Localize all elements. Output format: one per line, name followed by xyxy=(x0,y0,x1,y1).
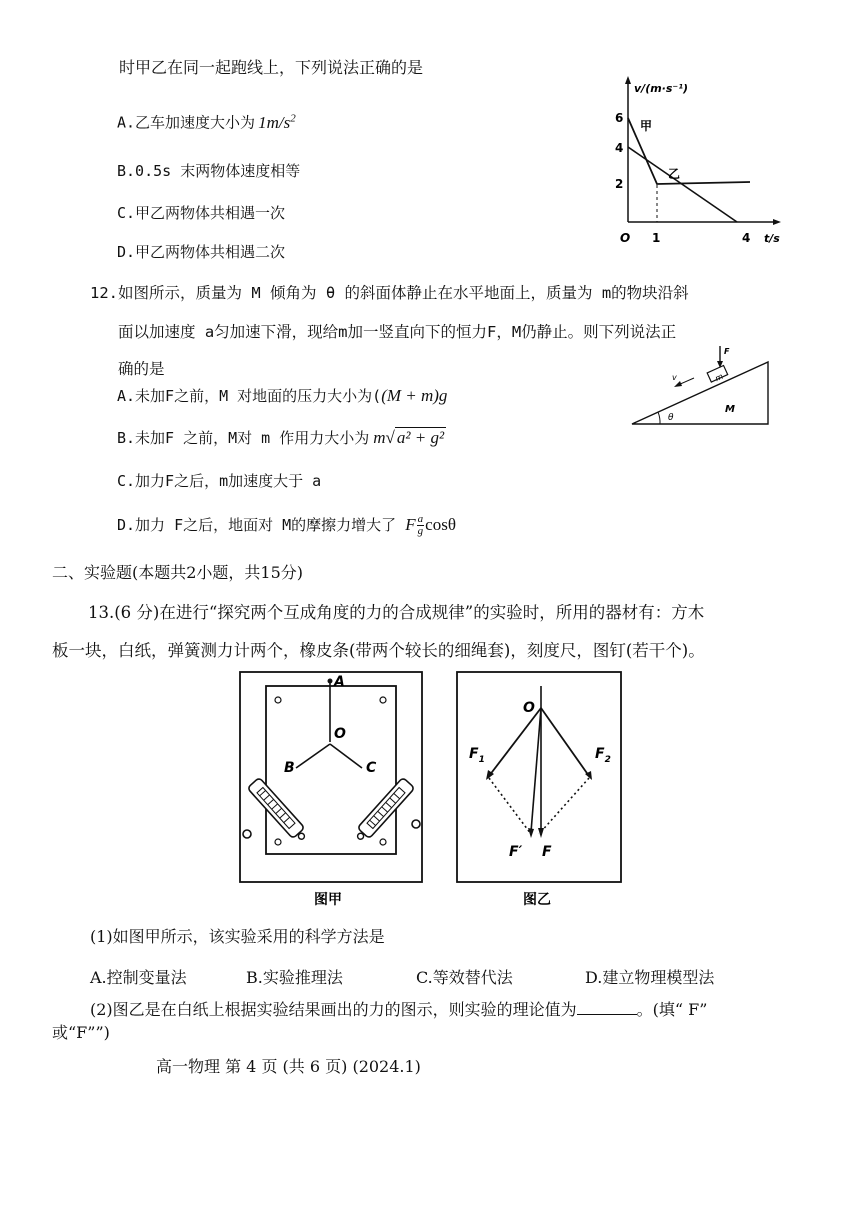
section2-heading: 二、实验题(本题共2小题，共15分) xyxy=(52,563,304,582)
jia-pin-bl xyxy=(275,839,281,845)
q12-incline-figure xyxy=(630,340,780,430)
jia-caption: 图甲 xyxy=(314,892,342,908)
q11-line-yi xyxy=(628,147,737,222)
yi-dotted-right xyxy=(539,778,589,834)
q12-theta-label: θ xyxy=(668,413,674,423)
yi-paper xyxy=(457,672,621,882)
q11-xlabel: t/s xyxy=(764,232,780,245)
yi-Fprime-arrow xyxy=(531,708,541,832)
q13-line2: 板一块，白纸，弹簧测力计两个，橡皮条(带两个较长的细绳套)，刻度尺，图钉(若干个)。 xyxy=(52,641,705,660)
yi-F2-arrow xyxy=(541,708,589,776)
q12-v-label: v xyxy=(672,373,677,382)
q13-sub1-option-c: C.等效替代法 xyxy=(416,968,513,987)
q13-sub2 xyxy=(90,1000,707,1020)
q11-ylabel: v/(m·s⁻¹) xyxy=(634,82,689,95)
q13-figure-jia xyxy=(238,668,428,912)
q12-F-label: F xyxy=(724,347,730,356)
jia-spring-scale-C xyxy=(353,777,415,843)
q13-sub2-cont: 或“F””) xyxy=(52,1023,110,1042)
q13-line1: 13.(6 分)在进行“探究两个互成角度的力的合成规律”的实验时，所用的器材有：方木 xyxy=(88,603,705,622)
q13-sub1-option-a: A.控制变量法 xyxy=(90,968,187,987)
page-footer: 高一物理 第 4 页 (共 6 页) (2024.1) xyxy=(156,1057,421,1076)
q13-figure-yi xyxy=(455,668,627,912)
q12-option-b-sqrt-sign: √ xyxy=(385,428,395,447)
q12-option-d-frac: $\frac{a}{g}$ xyxy=(417,513,424,537)
q11-vt-graph xyxy=(610,72,790,252)
jia-pin-br xyxy=(380,839,386,845)
jia-label-C: C xyxy=(366,760,377,776)
q13-sub2-hint: 。(填“ F” xyxy=(636,1000,708,1019)
jia-string-B xyxy=(296,744,330,768)
q11-tick-6: 6 xyxy=(615,111,624,125)
q11-stem-tail: 时甲乙在同一起跑线上，下列说法正确的是 xyxy=(119,58,424,77)
jia-board-outer xyxy=(240,672,422,882)
q12-line3: 确的是 xyxy=(118,360,165,378)
yi-caption: 图乙 xyxy=(523,892,551,908)
q11-tick-4: 4 xyxy=(615,141,624,155)
yi-label-F1: $F_1$ xyxy=(469,746,485,765)
jia-string-C xyxy=(330,744,362,768)
q13-sub1: (1)如图甲所示，该实验采用的科学方法是 xyxy=(90,927,385,946)
q12-option-a-label: A.未加F之前，M 对地面的压力大小为( xyxy=(117,387,382,405)
yi-label-O: O xyxy=(523,700,535,716)
q11-tick-2: 2 xyxy=(615,177,624,191)
q11-tick-x1: 1 xyxy=(652,231,661,245)
yi-label-F2: $F_2$ xyxy=(595,746,611,765)
q12-option-d-F: F xyxy=(405,515,416,534)
q11-label-yi: 乙 xyxy=(668,167,681,181)
q11-vt-y-arrow xyxy=(625,76,631,84)
q12-option-b-label: B.未加F 之前，M对 m 作用力大小为 xyxy=(117,429,370,447)
q12-option-b-m: m xyxy=(373,428,386,447)
jia-ring-B xyxy=(243,830,251,838)
q11-option-a-label: A.乙车加速度大小为 xyxy=(117,113,256,132)
q11-label-jia: 甲 xyxy=(640,119,653,133)
jia-label-O: O xyxy=(334,726,346,742)
q11-option-a xyxy=(117,108,296,133)
q12-option-a xyxy=(117,386,447,406)
yi-label-Fprime: F′ xyxy=(509,844,523,860)
yi-dotted-left xyxy=(489,778,531,834)
yi-Fprime-head xyxy=(528,828,534,838)
q13-sub1-option-d: D.建立物理模型法 xyxy=(585,968,715,987)
q12-theta-arc xyxy=(658,412,660,424)
q13-sub1-option-b: B.实验推理法 xyxy=(246,968,343,987)
q11-vt-x-arrow xyxy=(773,219,781,225)
q11-option-d: D.甲乙两物体共相遇二次 xyxy=(117,243,286,261)
q11-tick-x4: 4 xyxy=(742,231,751,245)
jia-spring-scale-B xyxy=(247,777,309,843)
q11-origin: O xyxy=(620,231,631,245)
q12-option-d-label: D.加力 F之后，地面对 M的摩擦力增大了 xyxy=(117,516,397,534)
q13-sub2-text: (2)图乙是在白纸上根据实验结果画出的力的图示，则实验的理论值为 xyxy=(90,1000,577,1019)
q12-option-a-math: (M + m)g xyxy=(381,386,448,405)
q12-option-b xyxy=(117,428,446,448)
q12-option-d-cos: cosθ xyxy=(425,515,456,534)
q11-option-c: C.甲乙两物体共相遇一次 xyxy=(117,204,286,222)
q12-block-label: m xyxy=(713,371,725,384)
q12-line1: 12.如图所示，质量为 M 倾角为 θ 的斜面体静止在水平地面上，质量为 m的物块沿斜 xyxy=(90,284,689,302)
q12-incline-body xyxy=(632,362,768,424)
yi-F1-arrow xyxy=(489,708,541,776)
yi-label-F: F xyxy=(542,844,552,860)
jia-pin-tr xyxy=(380,697,386,703)
q12-option-d xyxy=(117,514,456,537)
q12-option-c: C.加力F之后，m加速度大于 a xyxy=(117,472,322,490)
q12-option-b-sqrt: a² + g² xyxy=(396,428,445,447)
q12-M-label: M xyxy=(725,404,735,415)
jia-ring-C xyxy=(412,820,420,828)
q12-line2: 面以加速度 a匀加速下滑，现给m加一竖直向下的恒力F，M仍静止。则下列说法正 xyxy=(118,323,677,341)
q11-option-a-math: $1m/s^2$ xyxy=(258,112,296,132)
jia-label-B: B xyxy=(284,760,295,776)
yi-F-head xyxy=(538,828,544,838)
q11-option-b: B.0.5s 末两物体速度相等 xyxy=(117,162,301,180)
jia-pin-tl xyxy=(275,697,281,703)
q13-sub2-answer-blank[interactable] xyxy=(577,1000,637,1015)
jia-label-A: A xyxy=(334,674,345,690)
